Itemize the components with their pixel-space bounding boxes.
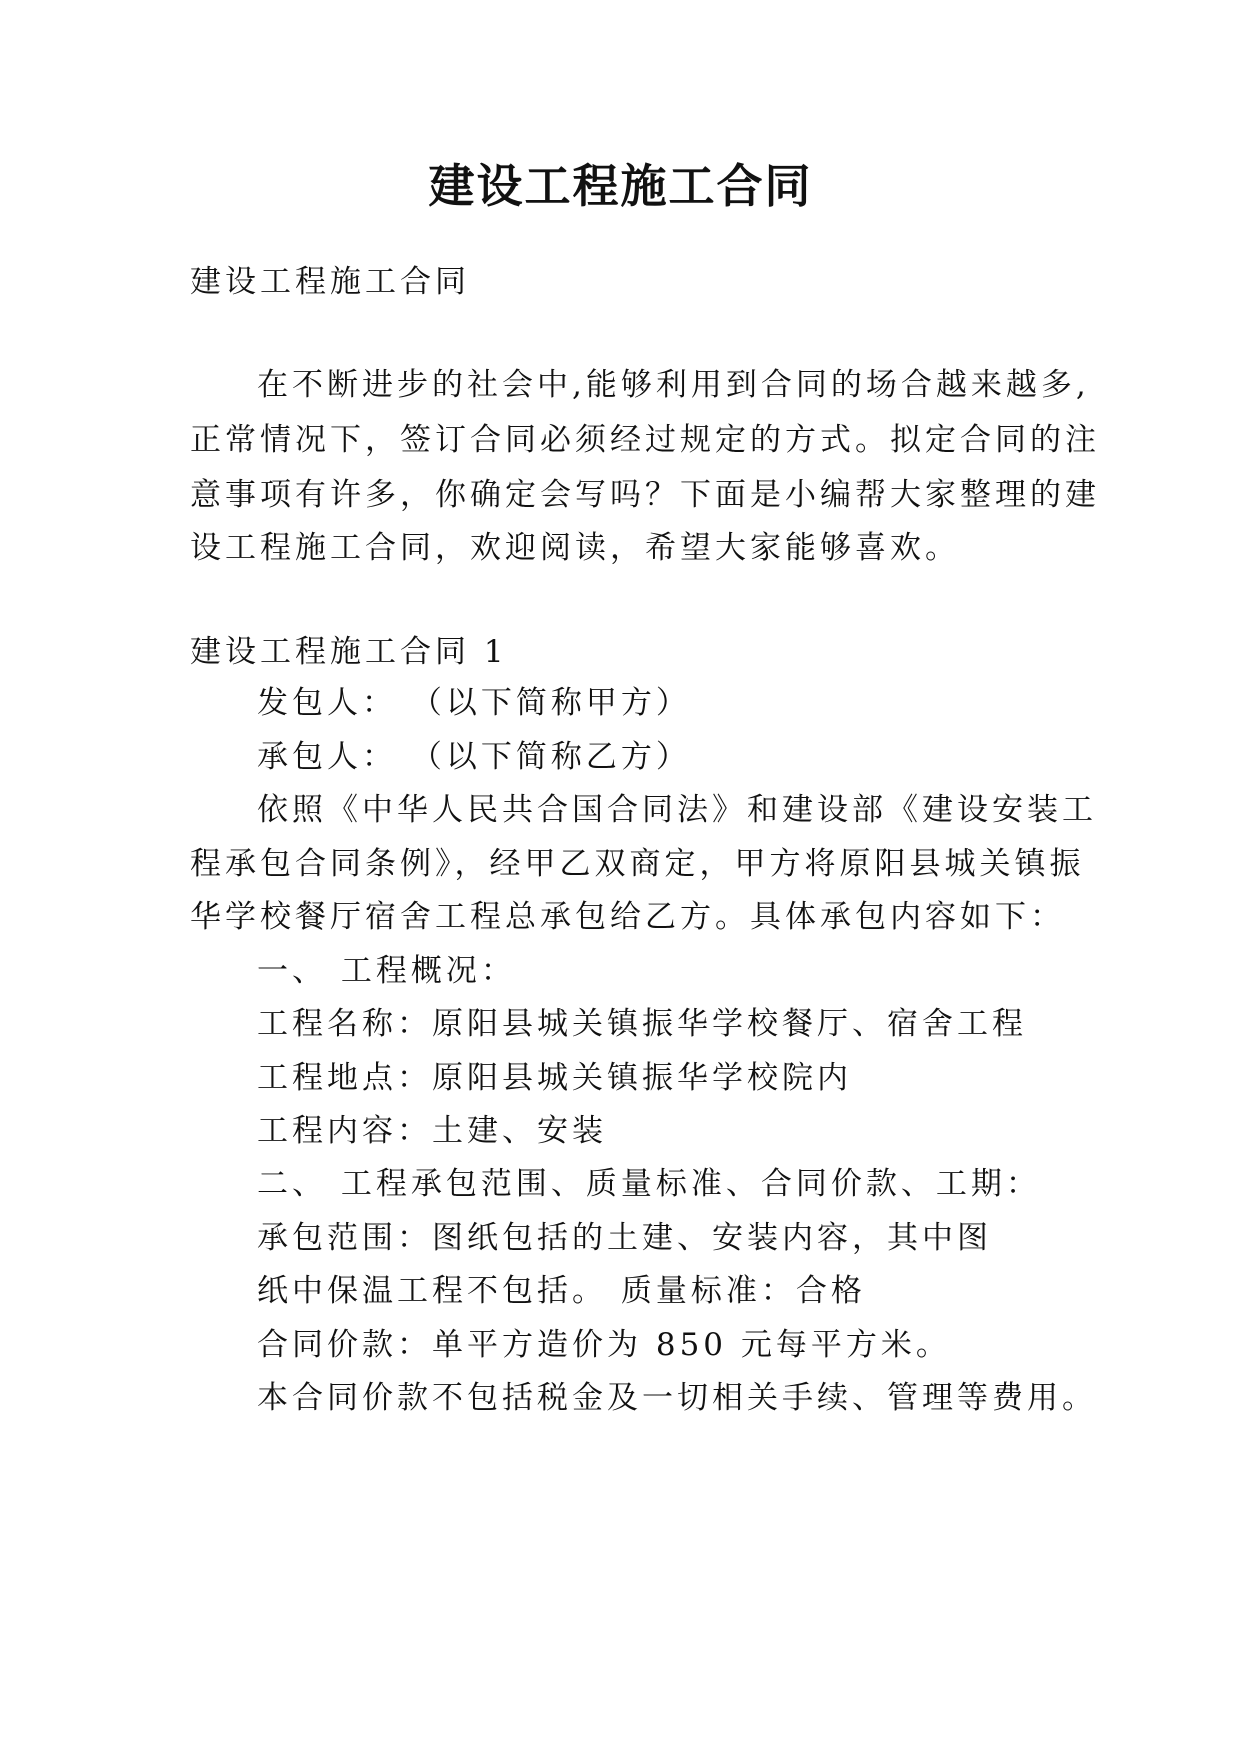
document-subtitle: 建设工程施工合同 [190,264,470,300]
party-b-line: 承包人： （以下简称乙方） [257,739,691,775]
project-location-line: 工程地点：原阳县城关镇振华学校院内 [257,1060,852,1096]
section2-heading: 二、 工程承包范围、质量标准、合同价款、工期： [257,1166,1041,1202]
exclusion-line: 本合同价款不包括税金及一切相关手续、管理等费用。 [257,1380,1097,1416]
basis-line-2: 程承包合同条例》，经甲乙双商定，甲方将原阳县城关镇振 [190,846,1085,882]
contract-heading: 建设工程施工合同 1 [190,634,508,670]
intro-line-3: 意事项有许多，你确定会写吗？下面是小编帮大家整理的建 [190,477,1100,513]
project-content-line: 工程内容：土建、安装 [257,1113,607,1149]
price-line: 合同价款：单平方造价为 850 元每平方米。 [257,1327,951,1363]
project-name-line: 工程名称：原阳县城关镇振华学校餐厅、宿舍工程 [257,1006,1027,1042]
scope-line-2: 纸中保温工程不包括。 质量标准：合格 [257,1273,866,1309]
intro-line-2: 正常情况下，签订合同必须经过规定的方式。拟定合同的注 [190,422,1100,458]
intro-line-4: 设工程施工合同，欢迎阅读，希望大家能够喜欢。 [190,530,960,566]
scope-line-1: 承包范围：图纸包括的土建、安装内容，其中图 [257,1220,992,1256]
intro-line-1: 在不断进步的社会中,能够利用到合同的场合越来越多, [257,367,1090,403]
basis-line-3: 华学校餐厅宿舍工程总承包给乙方。具体承包内容如下： [190,899,1065,935]
section1-heading: 一、 工程概况： [257,953,516,989]
document-title: 建设工程施工合同 [428,159,813,213]
party-a-line: 发包人： （以下简称甲方） [257,685,691,721]
basis-line-1: 依照《中华人民共合国合同法》和建设部《建设安装工 [257,792,1097,828]
